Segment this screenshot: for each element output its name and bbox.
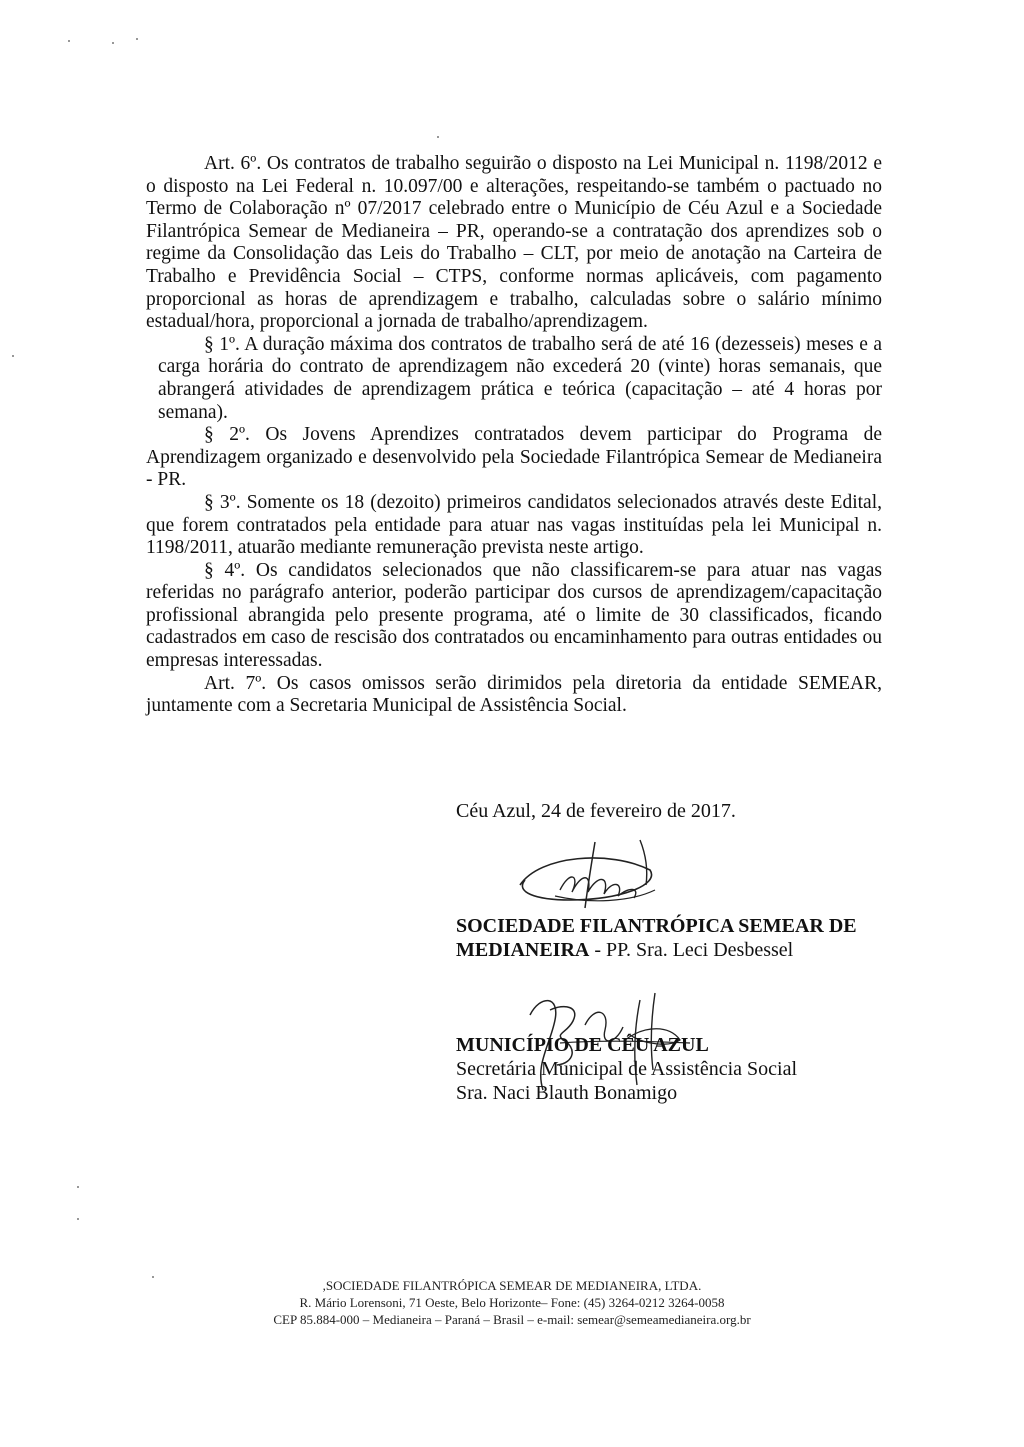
article-6-paragraph-2: § 2º. Os Jovens Aprendizes contratados devem participar do Programa de Aprendizagem organizado e desenvolvido pela Sociedade Filantrópica Semear de Medianeira - PR. <box>146 424 882 491</box>
scan-speck <box>136 38 138 40</box>
scan-speck <box>437 136 439 138</box>
signatory-municipio-org: MUNICÍPIO DE CÉU AZUL <box>456 1034 709 1056</box>
scan-speck <box>77 1218 79 1220</box>
article-6-intro: Art. 6º. Os contratos de trabalho seguirão o disposto na Lei Municipal n. 1198/2012 e o disposto na Lei Federal n. 10.097/00 e alterações, respeitando-se também o pactuado no Termo de Colaboração nº 07/2017 celebrado entre o Município de Céu Azul e a Sociedade Filantrópica Semear de Medianeira – PR, operando-se a contratação dos aprendizes sob o regime da Consolidação das Leis do Trabalho – CLT, por meio de anotação na Carteira de Trabalho e Previdência Social – CTPS, conforme normas aplicáveis, com pagamento proporcional as horas de aprendizagem e trabalho, calculadas sobre o salário mínimo estadual/hora, proporcional a jornada de trabalho/aprendizagem. <box>146 153 882 333</box>
scan-speck <box>112 42 114 44</box>
scan-speck <box>12 355 14 357</box>
article-6-paragraph-3: § 3º. Somente os 18 (dezoito) primeiros candidatos selecionados através deste Edital, que forem contratados pela entidade para atuar nas vagas instituídas pela lei Municipal n. 1198/2011, atuarão mediante remuneração prevista neste artigo. <box>146 491 882 559</box>
signatory-municipio <box>456 1033 876 1105</box>
article-6-paragraph-4: § 4º. Os candidatos selecionados que não classificarem-se para atuar nas vagas referidas no parágrafo anterior, poderão participar dos cursos de aprendizagem/capacitação profissional abrangida pelo presente programa, até o limite de 30 classificados, ficando cadastrados em caso de rescisão dos contratados ou encaminhamento para outras entidades ou empresas interessadas. <box>146 559 882 672</box>
signatory-semear-rep: - PP. Sra. Leci Desbessel <box>589 939 794 961</box>
letterhead-footer <box>0 1277 1024 1328</box>
signatory-semear <box>456 914 886 962</box>
article-6-paragraph-1: § 1º. A duração máxima dos contratos de trabalho será de até 16 (dezesseis) meses e a carga horária do contrato de aprendizagem não excederá 20 (vinte) horas semanais, que abrangerá atividades de aprendizagem prática e teórica (capacitação – até 4 horas por semana). <box>158 333 882 423</box>
article-7: Art. 7º. Os casos omissos serão dirimidos pela diretoria da entidade SEMEAR, juntamente com a Secretaria Municipal de Assistência Social. <box>146 672 882 717</box>
article-body <box>146 153 882 718</box>
closing-date: Céu Azul, 24 de fevereiro de 2017. <box>456 800 736 822</box>
signatory-municipio-name: Sra. Naci Blauth Bonamigo <box>456 1082 678 1104</box>
signatory-municipio-role: Secretária Municipal de Assistência Social <box>456 1058 798 1080</box>
scan-speck <box>77 1186 79 1188</box>
signatory-semear-org: SOCIEDADE FILANTRÓPICA SEMEAR DE MEDIANEIRA <box>456 915 857 961</box>
signature-leci-desbessel <box>500 830 670 915</box>
scan-speck <box>68 40 70 42</box>
footer-org: ,SOCIEDADE FILANTRÓPICA SEMEAR DE MEDIANEIRA, LTDA. <box>322 1278 702 1293</box>
footer-contact: CEP 85.884-000 – Medianeira – Paraná – Brasil – e-mail: semear@semeamedianeira.org.br <box>273 1312 751 1327</box>
footer-address: R. Mário Lorensoni, 71 Oeste, Belo Horizonte– Fone: (45) 3264-0212 3264-0058 <box>299 1295 725 1310</box>
